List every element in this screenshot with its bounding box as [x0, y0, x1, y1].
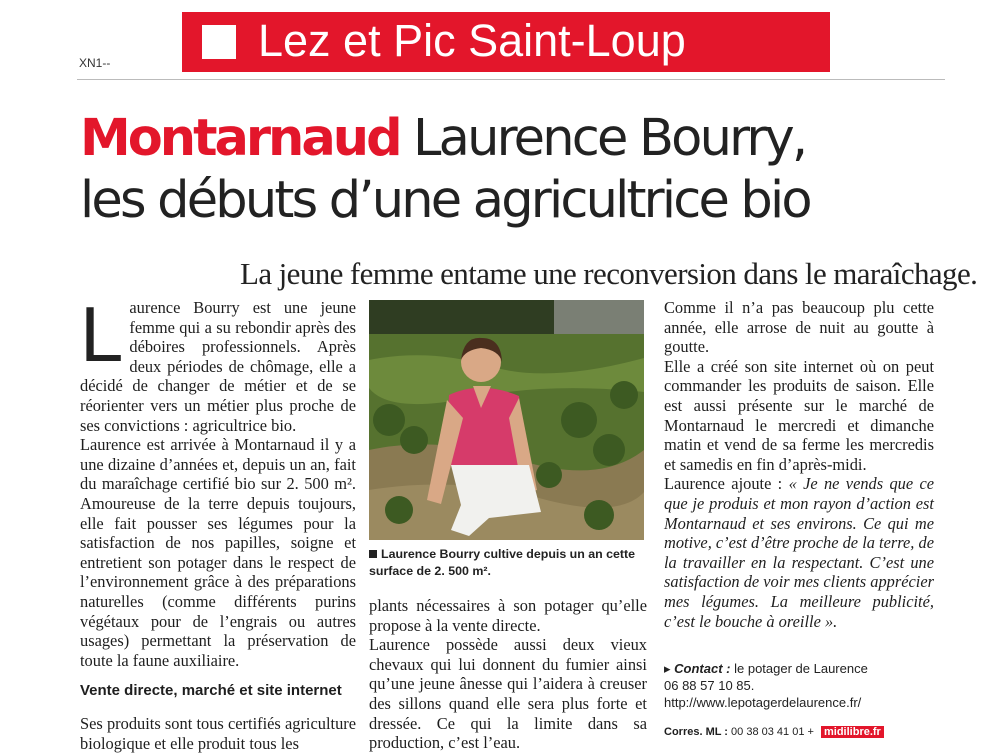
contact-name: le potager de Laurence [734, 661, 868, 676]
corres-phone: 00 38 03 41 01 + [731, 726, 814, 738]
article-column-3 [664, 298, 934, 631]
corres-label: Corres. ML : [664, 726, 728, 738]
paragraph: Ses produits sont tous certifiés agriculture biologique et elle produit tous les [80, 714, 356, 753]
paragraph: Elle a créé son site internet où on peut commander les produits de saison. Elle est aussi présente sur le marché de Montarnaud le mercredi et dimanche matin et vend de sa ferme les mercredis et samedis en fin d’après-midi. [664, 356, 934, 474]
headline-line2: les débuts d’une agricultrice bio [80, 171, 810, 230]
contact-box [664, 660, 944, 711]
quote: « Je ne vends que ce que je produis et mon rayon d’action est Montarnaud et ses environs. Ce qui me motive, c’est d’être proche de la terre, de la travailler en la respectant. C’est une satisfaction de voir mes clients apprécier mes légumes. La meilleure publicité, c’est le bouche à oreille ». [664, 474, 934, 631]
triangle-bullet-icon: ▸ [664, 661, 675, 676]
header-rule [77, 79, 945, 80]
headline [80, 108, 960, 232]
paragraph: Laurence possède aussi deux vieux chevaux qui lui donnent du fumier ainsi qu’une jeune ânesse qui l’aidera à creuser des sillons quand elle sera plus forte et dressée. Ce qui la limite dans sa production, c’est l’eau. [369, 635, 647, 753]
article-column-1 [80, 290, 356, 753]
article-column-2 [369, 596, 647, 753]
photo-illustration [369, 300, 644, 540]
square-bullet-icon [202, 25, 236, 59]
square-bullet-icon [369, 550, 377, 558]
contact-line [664, 660, 944, 677]
brand-tag: midilibre.fr [821, 726, 884, 738]
photo-caption: Laurence Bourry cultive depuis un an cette surface de 2. 500 m². [369, 547, 636, 578]
contact-label: Contact : [674, 661, 731, 676]
correspondent-footer [664, 726, 884, 738]
paragraph: Laurence est arrivée à Montarnaud il y a une dizaine d’années et, depuis un an, fait du maraîchage certifié bio sur 2. 500 m². Amoureuse de la terre depuis toujours, elle fait pousser ses légumes pour la satisfaction de nos papilles, soigne et entretient son potager dans le respect de l’environnement grâce à des préparations naturelles (comme différents purins végétaux pour de l’engrais ou autres usages) permettant la préservation de toute la faune auxiliaire. [80, 435, 356, 670]
paragraph: Comme il n’a pas beaucoup plu cette année, elle arrose de nuit au goutte à goutte. [664, 298, 934, 357]
paragraph: plants nécessaires à son potager qu’elle propose à la vente directe. [369, 596, 647, 635]
subheadline: La jeune femme entame une reconversion dans le maraîchage. [240, 256, 978, 291]
contact-url[interactable]: http://www.lepotagerdelaurence.fr/ [664, 695, 862, 710]
headline-town: Montarnaud [80, 109, 400, 168]
headline-line1: Laurence Bourry, [413, 109, 806, 168]
intertitle: Vente directe, marché et site internet [80, 682, 342, 700]
article-photo [369, 300, 644, 540]
paragraph: Laurence ajoute : « Je ne vends que ce que je produis et mon rayon d’action est Montarnaud et ses environs. Ce qui me motive, c’est d’être proche de la terre, de la travailler en la respectant. C’est une satisfaction de voir mes clients apprécier mes légumes. La meilleure publicité, c’est le bouche à oreille ». [664, 474, 934, 631]
edition-code: XN1-- [79, 56, 111, 70]
paragraph: Laurence Bourry est une jeune femme qui a su rebondir après des déboires professionnels. Après deux périodes de chômage, elle a décidé de changer de métier et de se réorienter vers un métier plus proche de ses convictions : agricultrice bio. [80, 290, 356, 435]
drop-cap: L [80, 290, 124, 378]
contact-phone: 06 88 57 10 85. [664, 678, 755, 693]
section-title: Lez et Pic Saint-Loup [258, 15, 686, 66]
